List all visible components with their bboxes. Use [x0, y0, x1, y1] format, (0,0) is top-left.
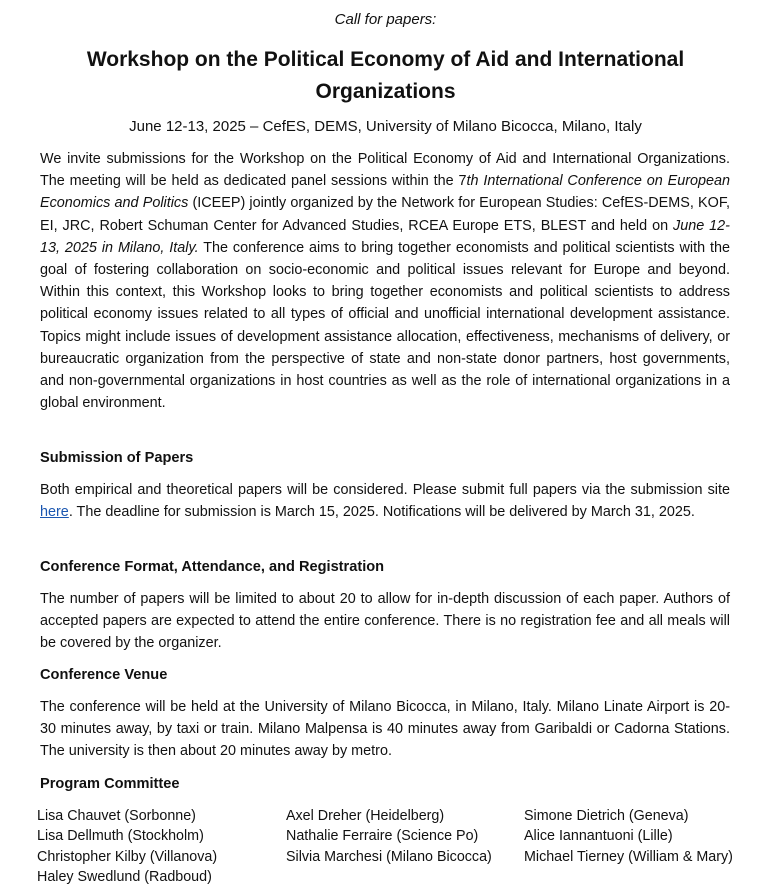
committee-member: Silvia Marchesi (Milano Bicocca)	[286, 848, 492, 865]
submission-link[interactable]: here	[40, 504, 69, 521]
submission-text-1: Both empirical and theoretical papers will be considered. Please submit full papers via the submission site	[40, 482, 730, 498]
call-label: Call for papers:	[334, 11, 437, 28]
venue-heading: Conference Venue	[40, 667, 168, 683]
intro-paragraph	[40, 148, 730, 414]
committee-member: Nathalie Ferraire (Science Po)	[286, 828, 479, 845]
committee-member: Simone Dietrich (Geneva)	[524, 808, 689, 824]
committee-member: Axel Dreher (Heidelberg)	[286, 808, 445, 824]
committee-heading: Program Committee	[40, 776, 180, 792]
committee-member: Alice Iannantuoni (Lille)	[524, 828, 673, 845]
submission-paragraph	[40, 479, 730, 523]
committee-member: Lisa Dellmuth (Stockholm)	[37, 828, 204, 845]
page-title: Workshop on the Political Economy of Aid and International Organizations	[86, 48, 685, 103]
committee-member: Christopher Kilby (Villanova)	[37, 848, 218, 865]
dateline: June 12-13, 2025 – CefES, DEMS, University of Milano Bicocca, Milano, Italy	[129, 118, 642, 135]
conference-name: th International Conference on European Economics and Politics	[40, 173, 731, 212]
venue-paragraph: The conference will be held at the University of Milano Bicocca, in Milano, Italy. Milano Linate Airport is 20-30 minutes away, by taxi or train. Milano Malpensa is 40 minutes away from Garibaldi or Cadorna Stations. The university is then about 20 minutes away by metro.	[40, 699, 730, 760]
conference-date: June 12-13, 2025 in Milano, Italy.	[40, 217, 730, 256]
submission-heading: Submission of Papers	[40, 450, 194, 466]
committee-list	[37, 806, 767, 887]
intro-text-2: (ICEEP) jointly organized by the Network for European Studies: CefES-DEMS, KOF, EI, JRC, Robert Schuman Center for Advanced Studies, RCEA Europe ETS, BLEST and held on	[40, 195, 731, 234]
intro-text-3: The conference aims to bring together economists and political scientists with the goal of fostering collaboration on socio-economic and political issues relevant for Europe and beyond. Within this context, this Workshop looks to bring together economists and political scientists to address political economy issues related to all types of official and unofficial international development assistance. Topics might include issues of development assistance allocation, effectiveness, mechanisms of delivery, or bureaucratic organization from the perspective of state and non-state donor partners, host governments, and non-governmental organizations in host countries as well as the role of international organizations in a global environment.	[40, 239, 730, 412]
committee-member: Haley Swedlund (Radboud)	[37, 868, 212, 885]
format-paragraph: The number of papers will be limited to about 20 to allow for in-depth discussion of each paper. Authors of accepted papers are expected to attend the entire conference. There is no registration fee and all meals will be covered by the organizer.	[40, 591, 730, 652]
intro-text-1: We invite submissions for the Workshop on the Political Economy of Aid and International Organizations. The meeting will be held as dedicated panel sessions within the 7	[40, 151, 730, 190]
submission-text-2: . The deadline for submission is March 15, 2025. Notifications will be delivered by March 31, 2025.	[68, 504, 695, 521]
committee-member: Lisa Chauvet (Sorbonne)	[37, 808, 196, 824]
committee-member: Michael Tierney (William & Mary)	[524, 848, 733, 865]
format-heading: Conference Format, Attendance, and Registration	[40, 559, 385, 575]
